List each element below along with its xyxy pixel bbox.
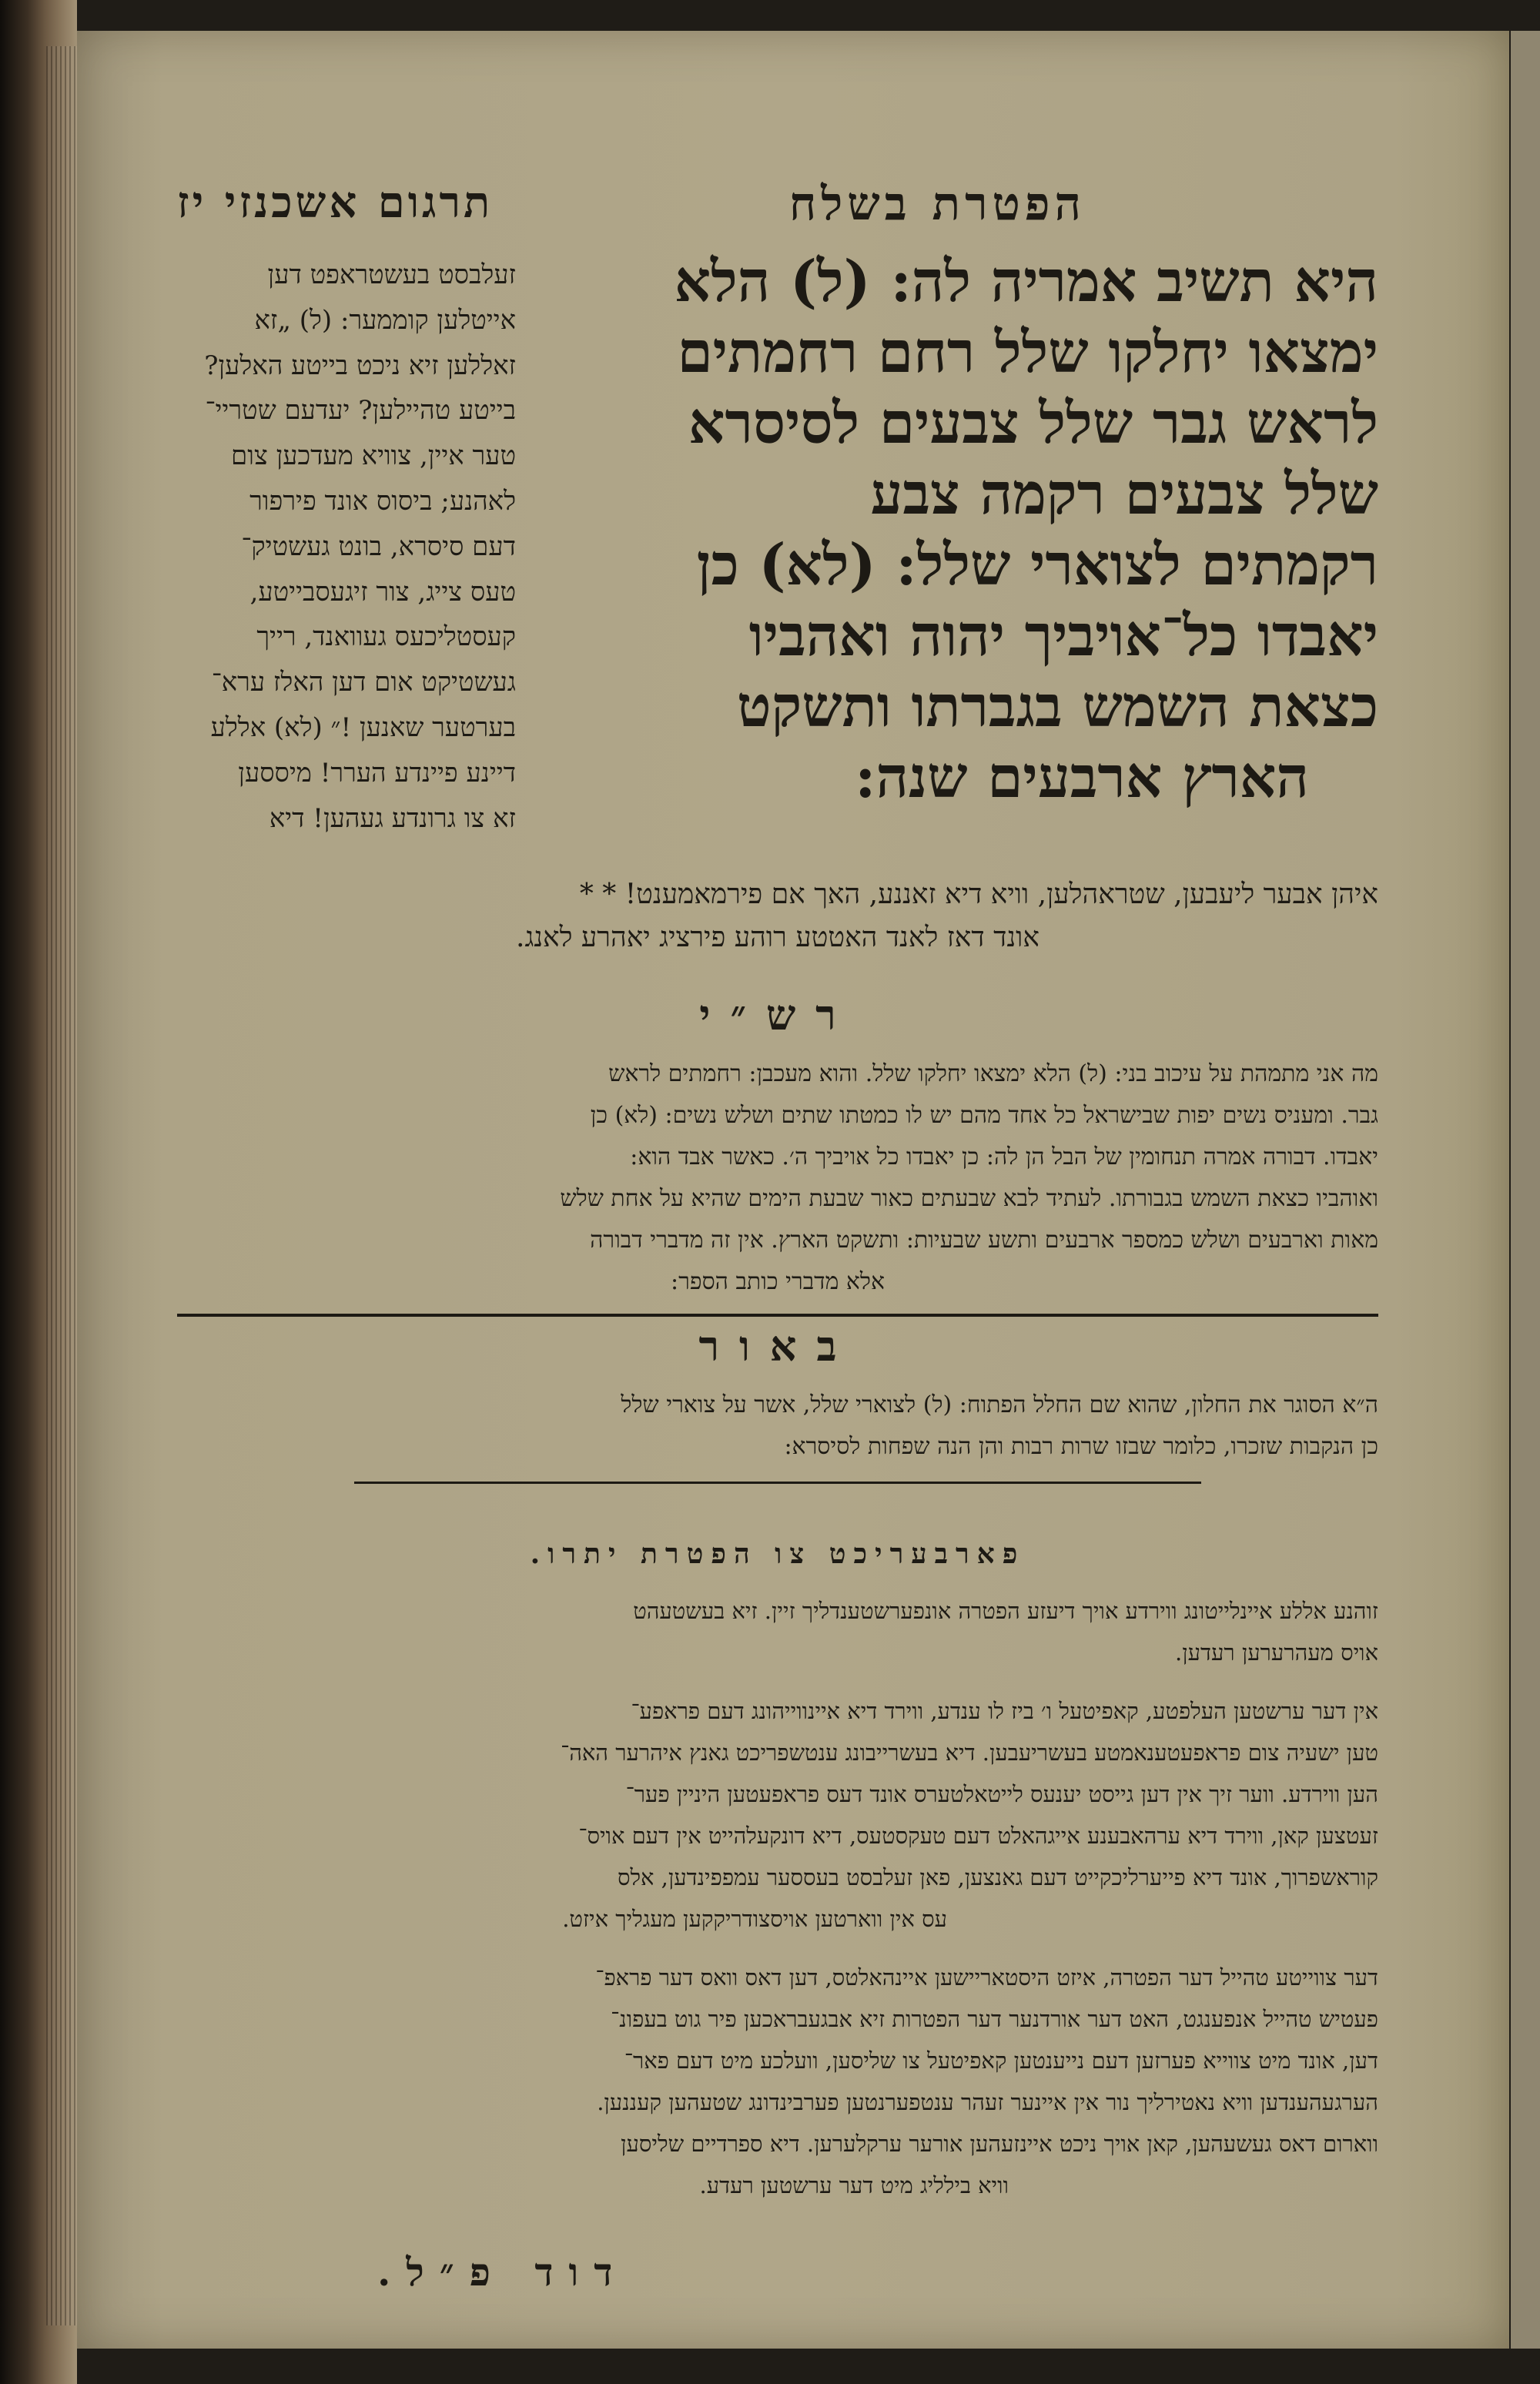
rashi-commentary: [177, 1053, 1378, 1303]
targum-line: זא צו גרונדע געהען! דיא: [269, 802, 516, 834]
beur-commentary: [177, 1385, 1378, 1468]
verse-line: שלל צבעים רקמה צבע: [870, 461, 1378, 527]
continuation-line: אונד דאז לאנד האטטע רוהע פירציג יאהרע לאנג.: [516, 922, 1040, 953]
running-header: [177, 177, 1378, 246]
paragraph-line: טען ישעיה צום פראפעטענאמטע בעשריעבען. דיא בעשרייבונג ענטשפריכט גאנץ איהרער האה־: [561, 1739, 1378, 1766]
targum-line: געשטיקט אום דען האלז ערא־: [211, 667, 516, 698]
targum-line: אייטלען קוממער: (ל) „זא: [254, 304, 516, 336]
header-subtitle: תרגום אשכנזי יז: [177, 177, 494, 228]
rashi-title: רש״י: [699, 990, 856, 1040]
beur-line: כן הנקבות שזכרו, כלומר שבזו שרות רבות והן הנה שפחות לסיסרא:: [784, 1433, 1378, 1460]
beur-title: באור: [698, 1321, 857, 1371]
targum-column: [177, 253, 516, 841]
rashi-line: מאות וארבעים ושלש כמספר ארבעים ותשע שבעיות: ותשקט הארץ. אין זה מדברי דבורה: [590, 1227, 1378, 1254]
verse-line: לראש גבר שלל צבעים לסיסרא: [688, 390, 1378, 457]
targum-line: לאהנע; ביסוס אונד פירפור: [249, 485, 516, 517]
rashi-line: גבר. ומעניס נשים יפות שבישראל כל אחד מהם יש לו כמטתו שתים ושלש נשים: (לא) כן: [590, 1102, 1378, 1129]
paragraph-line: הען ווירדע. ווער זיך אין דען גייסט יענעס לייטאלטערס אונד דעס פראפעטען היניין פער־: [625, 1781, 1378, 1807]
short-divider: [354, 1482, 1201, 1484]
paragraph-line: אויס מעהרערען רעדען.: [1175, 1639, 1378, 1666]
main-text-block: [177, 246, 1378, 878]
verse-line: רקמתים לצוארי שלל: (לא) כן: [696, 532, 1378, 598]
header-title: הפטרת בשלח: [788, 177, 1086, 231]
targum-line: טעס צייג, צור זיגעסבייטע,: [249, 576, 516, 608]
rashi-line: ואוהביו כצאת השמש בגבורתו. לעתיד לבא שבעתים כאור שבעת הימים שהיא על אחת שלש: [560, 1185, 1378, 1212]
paragraph-line: זעטצען קאן, ווירד דיא ערהאבענע אייגהאלט דעם טעקסטעס, דיא דונקעלהייט אין דעם אויס־: [578, 1823, 1378, 1849]
facing-page-edge: [1511, 31, 1540, 2349]
verse-line: יאבדו כל־אויביך יהוה ואהביו: [748, 603, 1378, 669]
author-signature: דוד פ״ל.: [377, 2249, 628, 2295]
targum-line: דעם סיסרא, בונט געשטיק־: [241, 531, 516, 562]
page-edges: [46, 46, 77, 2325]
verse-line: היא תשיב אמריה לה: (ל) הלא: [674, 249, 1378, 315]
paragraph-line: דען, אונד מיט צווייא פערזען דעם נייענטען קאפיטעל צו שליסען, וועלכע מיט דעם פאר־: [624, 2047, 1378, 2074]
hebrew-verse-block: [524, 246, 1378, 813]
verse-line: הארץ ארבעים שנה:: [855, 745, 1309, 811]
paragraph-line: פעטיש טהייל אנפענגט, האט דער אורדנער דער הפטרות זיא אבגעבראכען פיר גוט בעפונ־: [611, 2006, 1378, 2032]
rashi-line: אלא מדברי כותב הספר:: [671, 1268, 885, 1295]
vorbericht-title: פארבעריכט צו הפטרת יתרו.: [530, 1538, 1026, 1570]
rashi-line: יאבדו. דבורה אמרה תנחומין של הבל הן לה: כן יאבדו כל אויביך ה׳. כאשר אבד הוא:: [630, 1143, 1378, 1170]
rashi-line: מה אני מתמהת על עיכוב בני: (ל) הלא ימצאו יחלקו שלל. והוא מעכבן: רחמתים לראש: [608, 1060, 1378, 1087]
targum-line: בייטע טהיילען? יעדעם שטריי־: [205, 395, 516, 427]
beur-line: ה״א הסוגר את החלון, שהוא שם החלל הפתוח: (ל) לצוארי שלל, אשר על צוארי שלל: [621, 1391, 1378, 1418]
targum-line: זעלבסט בעשטראפט דען: [267, 259, 516, 290]
continuation-line: איהן אבער ליעבען, שטראהלען, וויא דיא זאננע, האך אם פירמאמענט! * *: [579, 879, 1378, 910]
vorbericht-paragraph: [177, 1590, 1378, 1673]
section-divider: [177, 1314, 1378, 1317]
book-spine: [0, 0, 77, 2384]
targum-line: קעסטליכעס געוואנד, רייך: [256, 621, 516, 653]
targum-line: זאללען זיא ניכט בייטע האלען?: [204, 350, 516, 381]
verse-line: כצאת השמש בגברתו ותשקט: [736, 674, 1378, 740]
verse-line: ימצאו יחלקו שלל רחם רחמתים: [677, 320, 1378, 386]
paragraph-line: אין דער ערשטען העלפטע, קאפיטעל ו׳ ביז לו ענדע, ווירד דיא איינווייהונג דעם פראפע־: [631, 1698, 1378, 1724]
paragraph-line: קוראשפרוך, אונד דיא פייערליכקייט דעם גאנצען, פאן זעלבסט בעססער עמפפינדען, אלס: [617, 1864, 1378, 1890]
targum-line: טער איין, צוויא מעדכען צום: [231, 440, 516, 472]
targum-continuation: [177, 873, 1378, 959]
targum-line: בערטער שאנען !״ (לא) אללע: [210, 712, 516, 743]
paragraph-line: וויא בילליג מיט דער ערשטען רעדע.: [699, 2172, 1009, 2198]
paragraph-line: דער צווייטע טהייל דער הפטרה, איזט היסטאריישען איינהאלטס, דען דאס וואס דער פראפ־: [595, 1964, 1378, 1991]
targum-line: דיינע פיינדע הערר! מיססען: [238, 757, 516, 789]
vorbericht-paragraph: [177, 1690, 1378, 1940]
paragraph-line: זוהנע אללע איינלייטונג ווירדע אויך דיעזע הפטרה אונפערשטענדליך זיין. זיא בעשטעהט: [633, 1598, 1378, 1624]
paragraph-line: הערגעהענדען וויא נאטירליך נור אין איינער זעהר ענטפערנטען פערבינדונג שטעהען קעננען.: [597, 2089, 1378, 2115]
paragraph-line: עס אין ווארטען אויסצודריקקען מעגליך איזט.: [562, 1906, 947, 1932]
vorbericht-paragraph: [177, 1957, 1378, 2206]
page-content: [177, 177, 1378, 2295]
paragraph-line: ווארום דאס געשעהען, קאן אויך ניכט איינזעהען אורער ערקלערען. דיא ספרדיים שליסען: [621, 2131, 1378, 2157]
